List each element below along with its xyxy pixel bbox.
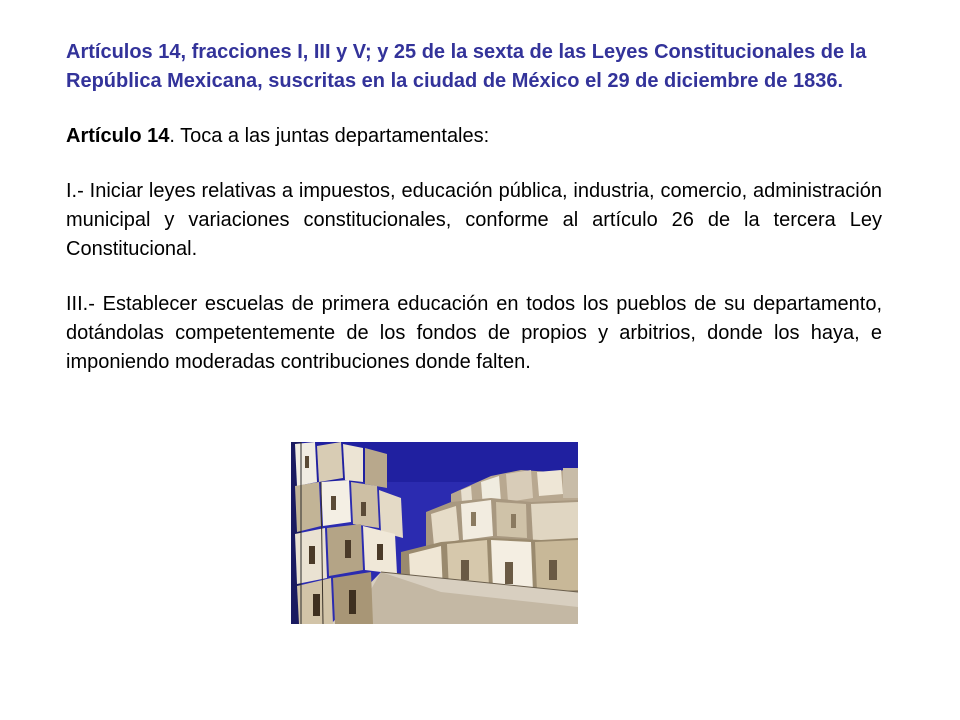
- slide-content: [66, 38, 882, 403]
- fraction-i-text: I.- Iniciar leyes relativas a impuestos, educación pública, industria, comercio, administración municipal y variaciones constitucionales, conforme al artículo 26 de la tercera Ley Constitucional.: [66, 180, 882, 260]
- slide-title: Artículos 14, fracciones I, III y V; y 25 de la sexta de las Leyes Constitucionales de la República Mexicana, suscritas en la ciudad de México el 29 de diciembre de 1836.: [66, 41, 867, 92]
- town-painting-image: [291, 442, 578, 624]
- fraction-iii-text: III.- Establecer escuelas de primera educación en todos los pueblos de su departamento, dotándolas competentemente de los fondos de propios y arbitrios, donde los haya, e imponiendo moderadas contribuciones donde falten.: [66, 293, 882, 373]
- article-label: Artículo 14: [66, 125, 170, 147]
- article-14-heading: [66, 122, 882, 151]
- article-intro: . Toca a las juntas departamentales:: [169, 125, 490, 147]
